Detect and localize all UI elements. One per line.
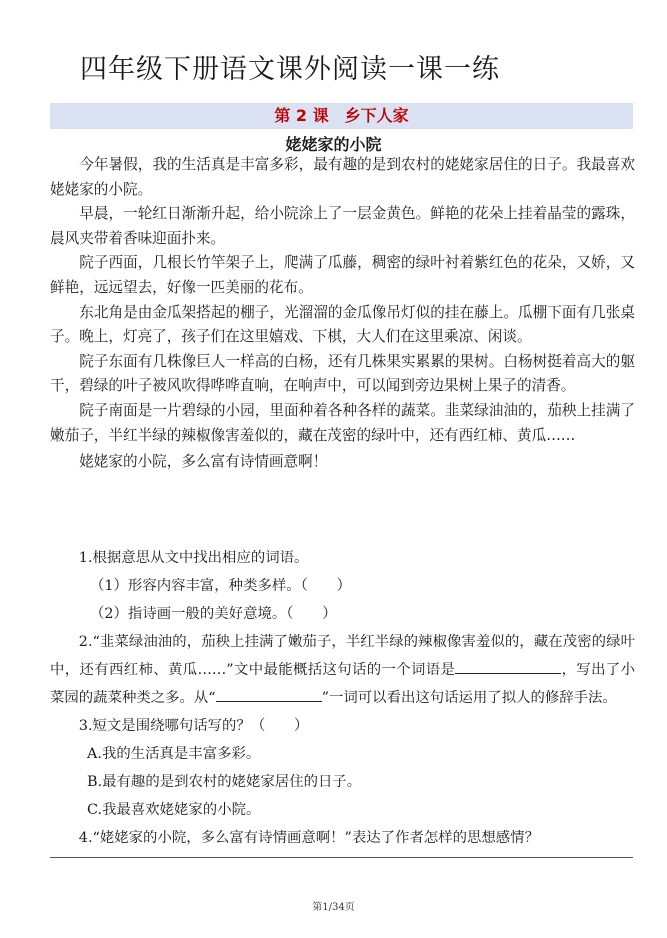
article-paragraph: 院子东面有几株像巨人一样高的白杨，还有几株果实累累的果树。白杨树挺着高大的躯干，碧绿的叶子被风吹得哗哗直响，在响声中，可以闻到旁边果树上果子的清香。 bbox=[50, 352, 635, 395]
article-paragraph: 今年暑假，我的生活真是丰富多彩，最有趣的是到农村的姥姥家居住的日子。我最喜欢姥姥家的小院。 bbox=[50, 156, 635, 198]
article-title: 姥姥家的小院 bbox=[285, 135, 382, 154]
lesson-label: 第 2 课 乡下人家 bbox=[274, 106, 409, 125]
question-2-part-3: ”一词可以看出这句话运用了拟人的修辞手法。 bbox=[321, 690, 617, 706]
answer-blank-1[interactable] bbox=[455, 659, 561, 674]
question-2 bbox=[50, 628, 635, 712]
question-1-stem: 1.根据意思从文中找出相应的词语。 bbox=[78, 550, 309, 566]
question-2-part-1: 2.“韭菜绿油油的，茄秧上挂满了嫩茄子，半红半绿的辣椒像害羞似的，藏在茂密的绿叶中，还有西红柿、黄瓜……”文中最能概括这句话的一个词语是 bbox=[50, 634, 635, 678]
article-closing: 姥姥家的小院，多么富有诗情画意啊！ bbox=[79, 453, 328, 471]
article-paragraph: 东北角是由金瓜架搭起的棚子，光溜溜的金瓜像吊灯似的挂在藤上。瓜棚下面有几张桌子。晚上，灯亮了，孩子们在这里嬉戏、下棋，大人们在这里乘凉、闲谈。 bbox=[50, 303, 635, 346]
article-paragraph: 院子南面是一片碧绿的小园，里面种着各种各样的蔬菜。韭菜绿油油的，茄秧上挂满了嫩茄子，半红半绿的辣椒像害羞似的，藏在茂密的绿叶中，还有西红柿、黄瓜…… bbox=[50, 401, 635, 444]
question-2-part-2: ，写出了小菜园的蔬菜种类之多。从“ bbox=[50, 662, 635, 706]
article-paragraph: 早晨，一轮红日渐渐升起，给小院涂上了一层金黄色。鲜艳的花朵上挂着晶莹的露珠，晨风夹带着香味迎面扑来。 bbox=[50, 205, 635, 247]
question-3-option-a: A.我的生活真是丰富多彩。 bbox=[87, 746, 261, 762]
question-4-stem: 4.“姥姥家的小院，多么富有诗情画意啊！”表达了作者怎样的思想感情？ bbox=[78, 830, 539, 846]
answer-blank-2[interactable] bbox=[216, 687, 322, 702]
question-3-option-c: C.我最喜欢姥姥家的小院。 bbox=[87, 802, 261, 818]
document-title: 四年级下册语文课外阅读一课一练 bbox=[80, 54, 500, 85]
question-3-option-b: B.最有趣的是到农村的姥姥家居住的日子。 bbox=[87, 774, 362, 790]
article-paragraph: 院子西面，几根长竹竿架子上，爬满了瓜藤，稠密的绿叶衬着紫红色的花朵，又娇，又鲜艳，远远望去，好像一匹美丽的花布。 bbox=[50, 254, 635, 296]
article-body bbox=[50, 153, 635, 475]
page-number: 第1/34页 bbox=[312, 902, 355, 913]
questions-section bbox=[50, 544, 635, 852]
question-1-sub-1: （1）形容内容丰富，种类多样。（ ） bbox=[90, 578, 351, 594]
question-3-stem: 3.短文是围绕哪句话写的？（ ） bbox=[78, 718, 309, 734]
lesson-header-bar bbox=[50, 103, 633, 129]
answer-line-divider bbox=[50, 857, 633, 858]
question-1-sub-2: （2）指诗画一般的美好意境。（ ） bbox=[90, 606, 337, 622]
